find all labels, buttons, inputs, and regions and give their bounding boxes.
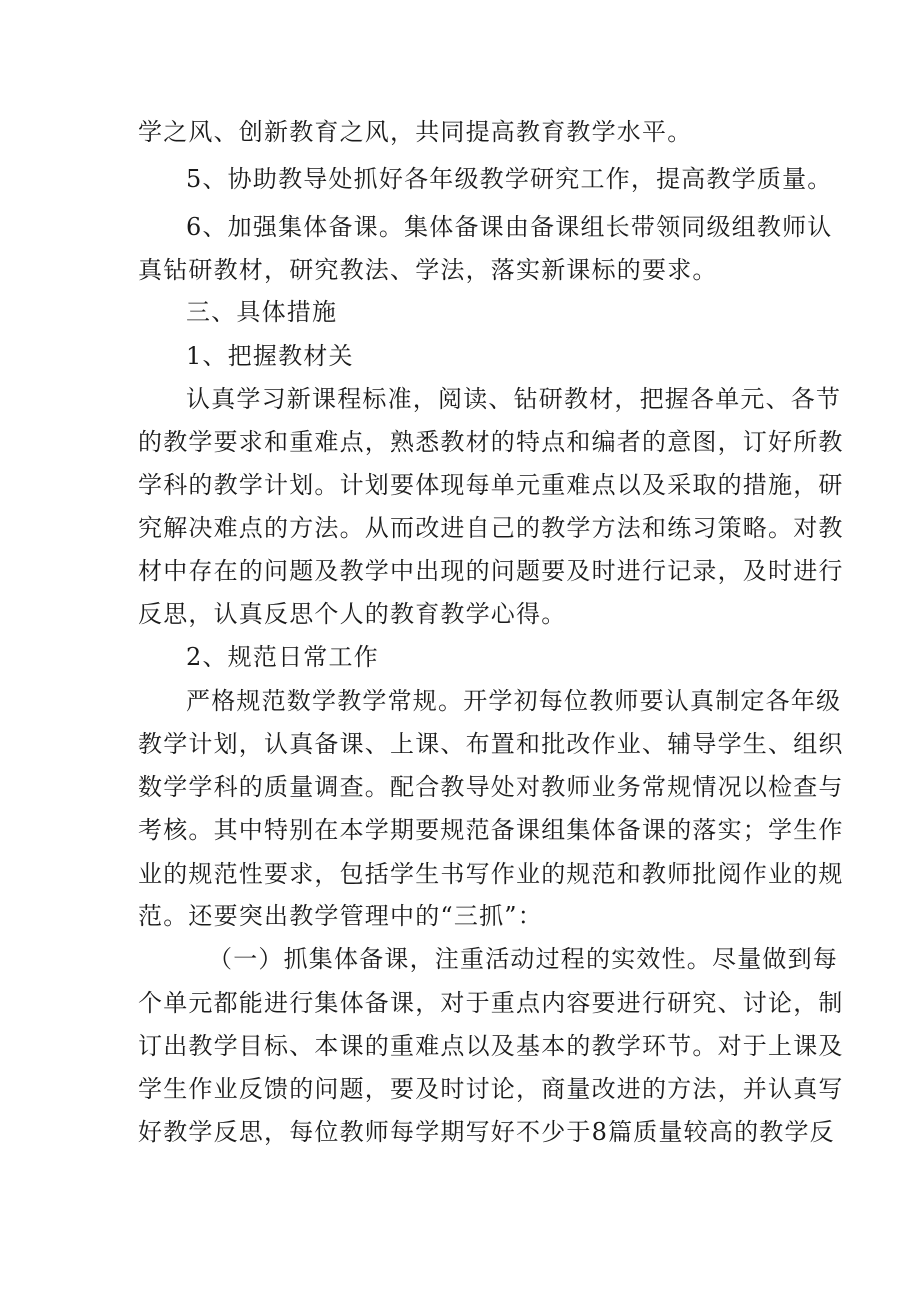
text-line: 真钻研教材，研究教法、学法，落实新课标的要求。 [138, 256, 718, 284]
text-line: 6、加强集体备课。集体备课由备课组长带领同级组教师认 [186, 213, 833, 241]
text-line: 考核。其中特别在本学期要规范备课组集体备课的落实；学生作 [138, 816, 844, 844]
text-line: 严格规范数学教学常规。开学初每位教师要认真制定各年级 [186, 687, 842, 715]
section-heading: 三、具体措施 [186, 298, 338, 326]
text-line: 学科的教学计划。计划要体现每单元重难点以及采取的措施，研 [138, 471, 844, 499]
text-line: 订出教学目标、本课的重难点以及基本的教学环节。对于上课及 [138, 1032, 844, 1060]
text-line: 教学计划，认真备课、上课、布置和批改作业、辅导学生、组织 [138, 730, 844, 758]
text-line: 业的规范性要求，包括学生书写作业的规范和教师批阅作业的规 [138, 860, 844, 888]
text-line: 好教学反思，每位教师每学期写好不少于8篇质量较高的教学反 [138, 1118, 835, 1146]
text-line: （一）抓集体备课，注重活动过程的实效性。尽量做到每 [208, 945, 838, 973]
text-line: 的教学要求和重难点，熟悉教材的特点和编者的意图，订好所教 [138, 428, 844, 456]
text-line: 5、协助教导处抓好各年级教学研究工作，提高教学质量。 [186, 165, 833, 193]
text-line: 数学学科的质量调查。配合教导处对教师业务常规情况以检查与 [138, 773, 844, 801]
text-line: 学之风、创新教育之风，共同提高教育教学水平。 [138, 118, 693, 146]
text-line: 材中存在的问题及教学中出现的问题要及时进行记录，及时进行 [138, 557, 844, 585]
text-line: 学生作业反馈的问题，要及时讨论，商量改进的方法，并认真写 [138, 1075, 844, 1103]
text-line: 范。还要突出教学管理中的“三抓”： [138, 902, 543, 930]
subsection-heading: 1、把握教材关 [186, 342, 354, 370]
text-line: 究解决难点的方法。从而改进自己的教学方法和练习策略。对教 [138, 514, 844, 542]
text-line: 认真学习新课程标准，阅读、钻研教材，把握各单元、各节 [186, 385, 842, 413]
text-line: 反思，认真反思个人的教育教学心得。 [138, 600, 567, 628]
text-line: 个单元都能进行集体备课，对于重点内容要进行研究、讨论，制 [138, 989, 844, 1017]
subsection-heading: 2、规范日常工作 [186, 643, 379, 671]
